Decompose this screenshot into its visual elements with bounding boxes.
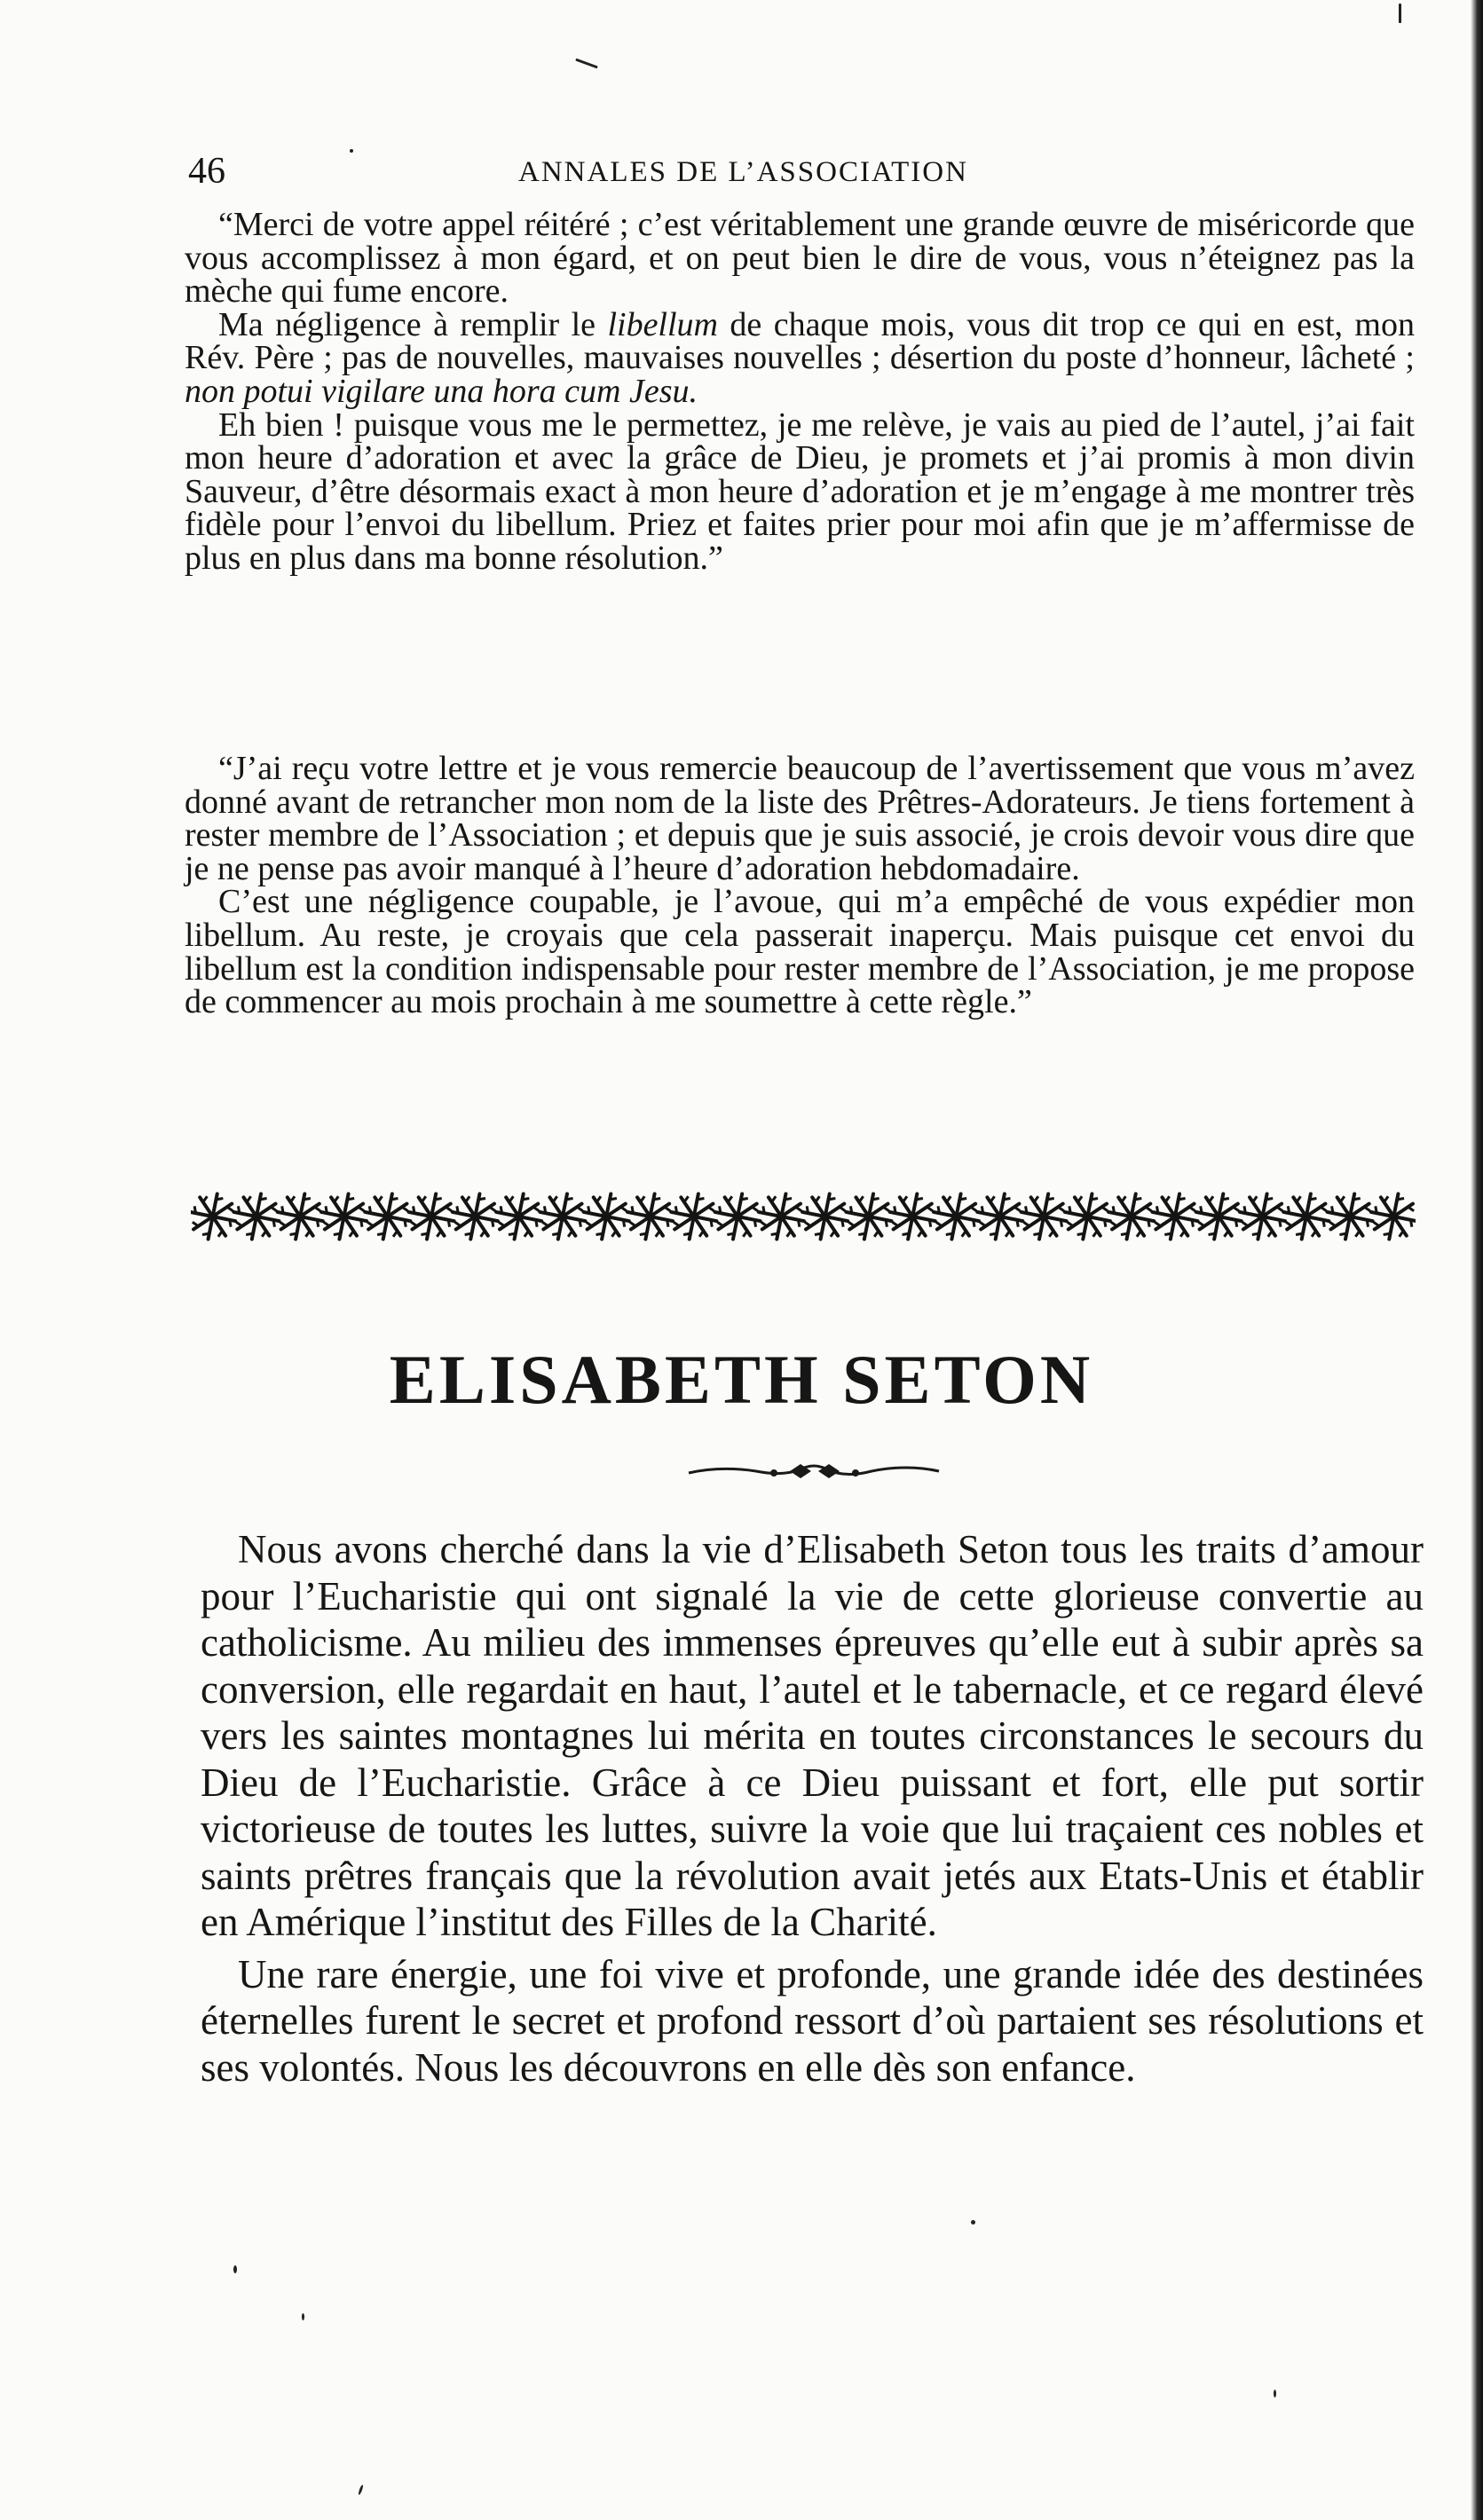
- ornament-star-icon: [1022, 1193, 1067, 1239]
- ornament-star-icon: [540, 1193, 585, 1239]
- ornament-star-icon: [890, 1193, 935, 1239]
- ornament-star-icon: [1065, 1193, 1110, 1239]
- ornament-star-icon: [321, 1193, 367, 1239]
- title-flourish: [685, 1459, 943, 1484]
- ornament-star-icon: [1371, 1193, 1416, 1239]
- ornament-star-icon: [233, 1193, 279, 1239]
- article-paragraph-2: Une rare énergie, une foi vive et profonde, une grande idée des destinées éternelles furent le secret et profond ressort d’où partaient ses résolutions et ses volontés. Nous les découvrons en elle dès son enfance.: [201, 1951, 1424, 2090]
- paragraph-text: de chaque mois, vous dit trop ce qui en est, mon Rév. Père ; pas de nouvelles, mauvaises nouvelles ; désertion du poste d’honneur, lâcheté ;: [185, 305, 1415, 377]
- print-speck: [1399, 4, 1401, 23]
- article-paragraph-1: Nous avons cherché dans la vie d’Elisabeth Seton tous les traits d’amour pour l’Eucharistie qui ont signalé la vie de cette glorieuse convertie au catholicisme. Au milieu des immenses épreuves qu’elle eut à subir après sa conversion, elle regardait en haut, l’autel et le tabernacle, et ce regard élevé vers les saintes montagnes lui mérita en toutes circonstances le secours du Dieu de l’Eucharistie. Grâce à ce Dieu puissant et fort, elle put sortir victorieuse de toutes les luttes, suivre la voie que lui traçaient ces nobles et saints prêtres français que la révolution avait jetés aux Etats-Unis et établir en Amérique l’institut des Filles de la Charité.: [201, 1527, 1424, 1944]
- ornament-star-icon: [1108, 1193, 1154, 1239]
- letter-two: [185, 752, 1415, 1020]
- ornament-star-icon: [453, 1193, 498, 1239]
- ornament-star-icon: [1328, 1193, 1373, 1239]
- ornament-star-icon: [977, 1193, 1022, 1239]
- paragraph-text: Ma négligence à remplir le: [218, 305, 608, 343]
- latin-quote: non potui vigilare una hora cum Jesu.: [185, 372, 698, 410]
- running-head: ANNALES DE L’ASSOCIATION: [518, 156, 968, 188]
- ornament-star-icon: [1196, 1193, 1242, 1239]
- ornament-star-icon: [627, 1193, 673, 1239]
- print-speck: [358, 2485, 364, 2495]
- print-speck: [302, 2313, 304, 2320]
- ornament-star-icon: [409, 1193, 454, 1239]
- ornament-star-icon: [1240, 1193, 1285, 1239]
- ornament-star-icon: [846, 1193, 891, 1239]
- letter-one-paragraph-2: [185, 305, 1415, 410]
- ornament-star-icon: [934, 1193, 979, 1239]
- article-body: [201, 1526, 1424, 2091]
- ornament-star-icon: [759, 1193, 804, 1239]
- ornament-star-icon: [1283, 1193, 1329, 1239]
- article-title: ELISABETH SETON: [389, 1341, 1094, 1418]
- print-speck: [971, 2220, 975, 2225]
- ornament-star-icon: [496, 1193, 541, 1239]
- letter-one: [185, 206, 1415, 577]
- ornament-star-icon: [191, 1193, 235, 1239]
- print-speck: [1274, 2390, 1276, 2398]
- ornament-star-icon: [584, 1193, 629, 1239]
- ornament-star-icon: [278, 1193, 323, 1239]
- print-speck: [575, 59, 597, 69]
- page-binding-edge: [1471, 0, 1483, 2520]
- page-number: 46: [188, 151, 225, 192]
- letter-one-paragraph-3: Eh bien ! puisque vous me le permettez, je me relève, je vais au pied de l’autel, j’ai fait mon heure d’adoration et avec la grâce de Dieu, je promets et j’ai promis à mon divin Sauveur, d’être désormais exact à mon heure d’adoration et je m’engage à me montrer très fidèle pour l’envoi du libellum. Priez et faites prier pour moi afin que je m’affermisse de plus en plus dans ma bonne résolution.”: [185, 406, 1415, 577]
- ornament-star-icon: [1152, 1193, 1197, 1239]
- ornament-star-icon: [671, 1193, 716, 1239]
- letter-two-paragraph-1: “J’ai reçu votre lettre et je vous remercie beaucoup de l’avertissement que vous m’avez donné avant de retrancher mon nom de la liste des Prêtres-Adorateurs. Je tiens fortement à rester membre de l’Association ; et depuis que je suis associé, je crois devoir vous dire que je ne pense pas avoir manqué à l’heure d’adoration hebdomadaire.: [185, 750, 1415, 887]
- ornament-star-icon: [802, 1193, 848, 1239]
- letter-one-paragraph-1: “Merci de votre appel réitéré ; c’est véritablement une grande œuvre de miséricorde que vous accomplissez à mon égard, et on peut bien le dire de vous, vous n’éteignez pas la mèche qui fume encore.: [185, 206, 1415, 311]
- ornament-star-icon: [715, 1193, 761, 1239]
- letter-two-paragraph-2: C’est une négligence coupable, je l’avoue, qui m’a empêché de vous expédier mon libellum. Au reste, je croyais que cela passerait inaperçu. Mais puisque cet envoi du libellum est la condition indispensable pour rester membre de l’Association, je me propose de commencer au mois prochain à me soumettre à cette règle.”: [185, 883, 1415, 1021]
- print-speck: [233, 2265, 237, 2273]
- ornament-star-icon: [365, 1193, 410, 1239]
- latin-term: libellum: [607, 305, 718, 343]
- page-header: [188, 149, 1413, 193]
- ornament-divider: [191, 1185, 1416, 1248]
